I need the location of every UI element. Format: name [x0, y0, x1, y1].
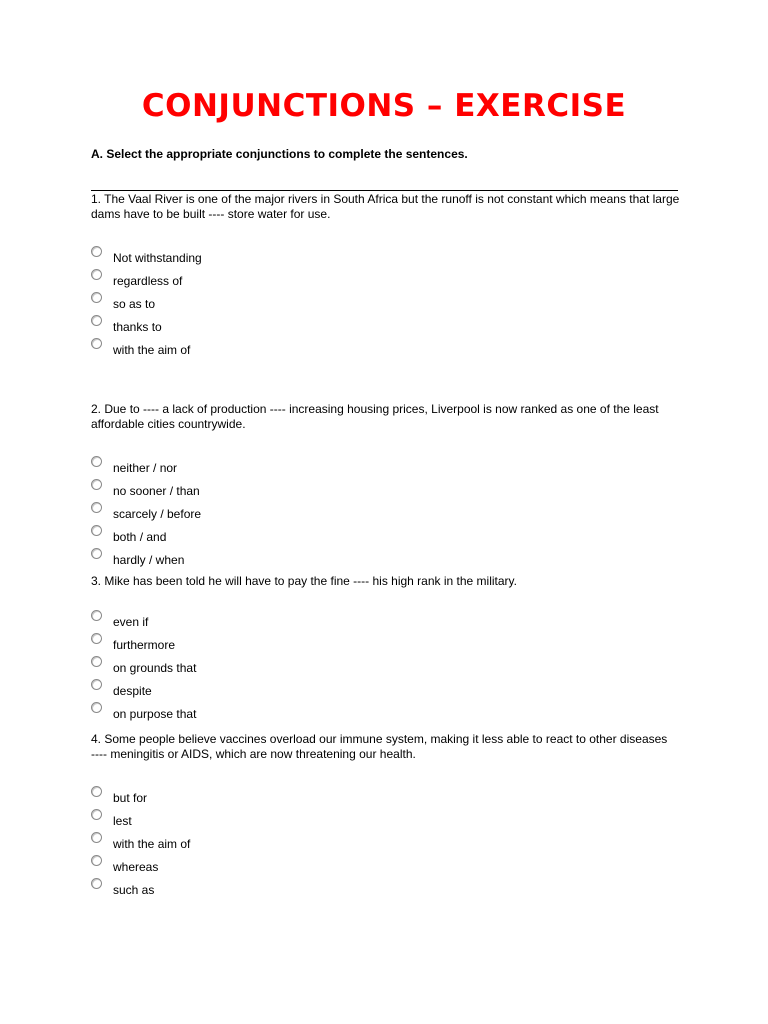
option-label: despite — [113, 684, 152, 698]
answer-option[interactable] — [91, 678, 691, 701]
question-2 — [91, 402, 691, 570]
answer-option[interactable] — [91, 854, 691, 877]
divider-line — [91, 190, 678, 191]
question-1 — [91, 192, 691, 360]
answer-option[interactable] — [91, 701, 691, 724]
option-label: so as to — [113, 297, 156, 311]
answer-option[interactable] — [91, 877, 691, 900]
radio-button-icon[interactable] — [91, 786, 102, 797]
answer-option[interactable] — [91, 245, 691, 268]
option-label: regardless of — [113, 274, 183, 288]
radio-button-icon[interactable] — [91, 502, 102, 513]
options-list — [91, 785, 691, 900]
answer-option[interactable] — [91, 808, 691, 831]
answer-option[interactable] — [91, 655, 691, 678]
radio-button-icon[interactable] — [91, 679, 102, 690]
options-list — [91, 245, 691, 360]
option-label: Not withstanding — [113, 251, 202, 265]
option-label: neither / nor — [113, 461, 178, 475]
radio-button-icon[interactable] — [91, 525, 102, 536]
option-label: both / and — [113, 530, 167, 544]
answer-option[interactable] — [91, 478, 691, 501]
radio-button-icon[interactable] — [91, 246, 102, 257]
radio-button-icon[interactable] — [91, 809, 102, 820]
option-label: hardly / when — [113, 553, 185, 567]
radio-button-icon[interactable] — [91, 338, 102, 349]
radio-button-icon[interactable] — [91, 610, 102, 621]
option-label: whereas — [113, 860, 159, 874]
radio-button-icon[interactable] — [91, 832, 102, 843]
radio-button-icon[interactable] — [91, 456, 102, 467]
option-label: scarcely / before — [113, 507, 202, 521]
answer-option[interactable] — [91, 831, 691, 854]
option-label: on purpose that — [113, 707, 197, 721]
option-label: with the aim of — [113, 837, 191, 851]
question-text: 2. Due to ---- a lack of production ---- increasing housing prices, Liverpool is now ranked as one of the least affordable cities countrywide. — [91, 402, 659, 431]
radio-button-icon[interactable] — [91, 269, 102, 280]
section-instruction: A. Select the appropriate conjunctions to complete the sentences. — [91, 147, 468, 161]
answer-option[interactable] — [91, 609, 691, 632]
option-label: no sooner / than — [113, 484, 200, 498]
radio-button-icon[interactable] — [91, 479, 102, 490]
answer-option[interactable] — [91, 547, 691, 570]
question-text: 4. Some people believe vaccines overload our immune system, making it less able to react to other diseases ---- meningitis or AIDS, which are now threatening our health. — [91, 732, 668, 761]
answer-option[interactable] — [91, 337, 691, 360]
radio-button-icon[interactable] — [91, 633, 102, 644]
radio-button-icon[interactable] — [91, 548, 102, 559]
option-label: with the aim of — [113, 343, 191, 357]
question-text: 1. The Vaal River is one of the major rivers in South Africa but the runoff is not constant which means that large dams have to be built ---- store water for use. — [91, 192, 680, 221]
radio-button-icon[interactable] — [91, 702, 102, 713]
radio-button-icon[interactable] — [91, 292, 102, 303]
radio-button-icon[interactable] — [91, 315, 102, 326]
option-label: thanks to — [113, 320, 162, 334]
question-3 — [91, 574, 691, 724]
answer-option[interactable] — [91, 785, 691, 808]
option-label: even if — [113, 615, 149, 629]
answer-option[interactable] — [91, 501, 691, 524]
options-list — [91, 455, 691, 570]
option-label: lest — [113, 814, 132, 828]
options-list — [91, 609, 691, 724]
option-label: such as — [113, 883, 155, 897]
answer-option[interactable] — [91, 524, 691, 547]
page-title: CONJUNCTIONS – EXERCISE — [141, 88, 627, 124]
radio-button-icon[interactable] — [91, 656, 102, 667]
answer-option[interactable] — [91, 291, 691, 314]
option-label: but for — [113, 791, 148, 805]
radio-button-icon[interactable] — [91, 878, 102, 889]
radio-button-icon[interactable] — [91, 855, 102, 866]
answer-option[interactable] — [91, 455, 691, 478]
answer-option[interactable] — [91, 632, 691, 655]
answer-option[interactable] — [91, 314, 691, 337]
option-label: on grounds that — [113, 661, 197, 675]
question-4 — [91, 732, 691, 900]
answer-option[interactable] — [91, 268, 691, 291]
question-text: 3. Mike has been told he will have to pay the fine ---- his high rank in the military. — [91, 574, 517, 588]
option-label: furthermore — [113, 638, 176, 652]
